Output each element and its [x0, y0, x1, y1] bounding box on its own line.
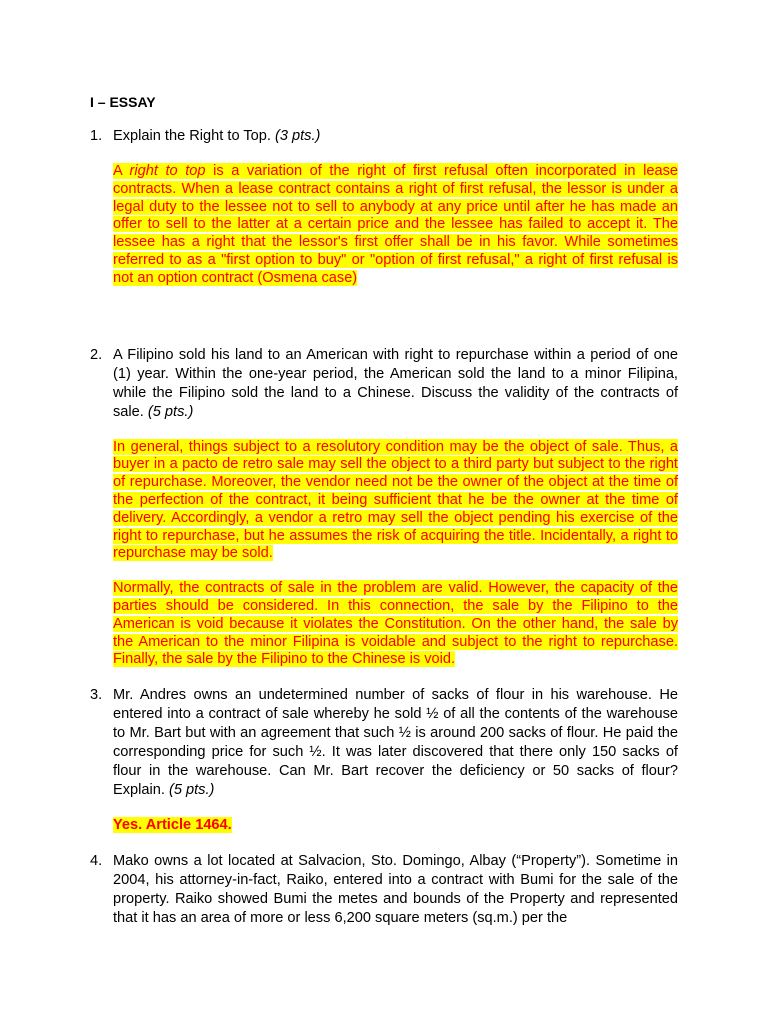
question-points: (5 pts.) — [168, 782, 215, 799]
question-number: 3. — [90, 687, 103, 704]
question-points: (3 pts.) — [274, 128, 321, 144]
question-3 — [90, 686, 678, 800]
section-heading: I – ESSAY — [90, 94, 156, 110]
answer-term: right to top — [129, 163, 206, 179]
answer-1 — [113, 163, 678, 288]
question-1 — [90, 127, 678, 146]
question-number: 4. — [90, 852, 103, 869]
answer-2b — [113, 580, 678, 669]
question-text: Mr. Andres owns an undetermined number of sacks of flour in his warehouse. He entered into a contract of sale whereby he sold ½ of all the contents of the warehouse to Mr. Bart but with an agreement that such ½ is around 200 sacks of flour. He paid the corresponding price for such ½. It was later discovered that there only 150 sacks of flour in the warehouse. Can Mr. Bart recover the deficiency or 50 sacks of flour? Explain. — [113, 687, 678, 799]
question-number: 1. — [90, 128, 103, 144]
answer-3 — [113, 817, 678, 835]
question-2 — [90, 346, 678, 422]
question-points: (5 pts.) — [147, 403, 194, 420]
answer-prefix: A — [113, 163, 130, 179]
answer-text: In general, things subject to a resolutory condition may be the object of sale. Thus, a buyer in a pacto de retro sale may sell the object to a third party but subject to the right of repurchase. Moreover, the vendor need not be the owner of the object at the time of the perfection of the contract, it being sufficient that he be the owner at the time of delivery. Accordingly, a vendor a retro may sell the object pending his exercise of the right to repurchase, but he assumes the risk of acquiring the title. Incidentally, a right to repurchase may be sold. — [113, 438, 678, 562]
question-text: Mako owns a lot located at Salvacion, Sto. Domingo, Albay (“Property”). Sometime in 2004, his attorney-in-fact, Raiko, entered into a contract with Bumi for the sale of the property. Raiko showed Bumi the metes and bounds of the Property and represented that it has an area of more or less 6,200 square meters (sq.m.) per the — [113, 852, 678, 926]
question-text: A Filipino sold his land to an American with right to repurchase within a period of one (1) year. Within the one-year period, the American sold the land to a minor Filipina, while the Filipino sold the land to a Chinese. Discuss the validity of the contracts of sale. — [113, 346, 678, 420]
answer-2a — [113, 439, 678, 564]
document-page — [90, 93, 678, 928]
answer-text: is a variation of the right of first refusal often incorporated in lease contracts. When a lease contract contains a right of first refusal, the lessor is under a legal duty to the lessee not to sell to anybody at any price until after he has made an offer to sell to the latter at a certain price and the lessee has failed to accept it. The lessee has a right that the lessor's first offer shall be in his favor. While sometimes referred to as a "first option to buy" or "option of first refusal," a right of first refusal is not an option contract (Osmena case) — [113, 163, 678, 286]
question-number: 2. — [90, 346, 103, 363]
answer-text: Normally, the contracts of sale in the problem are valid. However, the capacity of the parties should be considered. In this connection, the sale by the Filipino to the American is void because it violates the Constitution. On the other hand, the sale by the American to the minor Filipina is voidable and subject to the right to repurchase. Finally, the sale by the Filipino to the Chinese is void. — [113, 580, 678, 668]
question-4 — [90, 852, 678, 928]
question-text: Explain the Right to Top. — [113, 128, 275, 144]
answer-text: Yes. Article 1464. — [113, 817, 232, 834]
